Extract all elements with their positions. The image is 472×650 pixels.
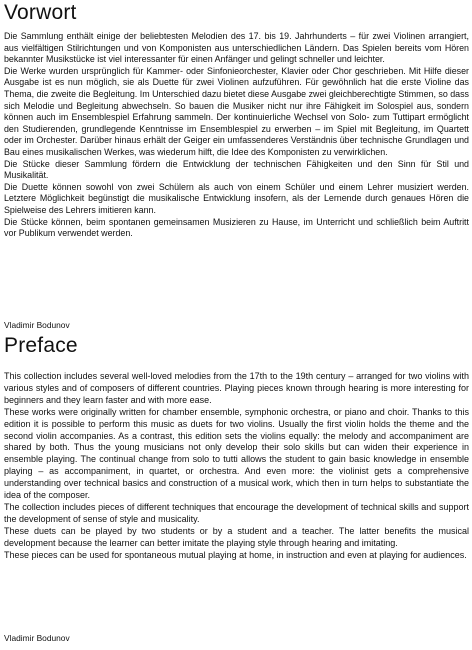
german-body <box>4 31 469 240</box>
english-paragraph: The collection includes pieces of different techniques that encourage the development of technical skills and support the development of sense of style and musicality. <box>4 501 469 524</box>
english-paragraph: These pieces can be used for spontaneous mutual playing at home, in instruction and even at playing for audiences. <box>4 549 467 560</box>
english-paragraph: These works were originally written for chamber ensemble, symphonic orchestra, or piano and choir. Thanks to this edition it is possible to perform this music as duets for two violins. Usually the first violin holds the theme and the second violin accompanies. As a contrast, this edition sets the violins equally: the melody and accompaniment are shared by both. Thus the young musicians not only develop their solo skills but can widen their experience in ensemble playing. The continual change from solo to tutti allows the student to gain basic knowledge in ensemble playing – as accompaniment, in quartet, or orchestra. And even more: the violinist gets a comprehensive understanding over technical basics and construction of a musical work, which then in turn helps to substantiate the idea of the composer. <box>4 406 469 501</box>
english-paragraph: This collection includes several well-loved melodies from the 17th to the 19th century – arranged for two violins with various styles and of composers of different countries. Playing pieces known through hearing is more interesting for beginners and they learn faster and with more ease. <box>4 371 469 405</box>
sample-watermark <box>169 313 251 369</box>
english-body <box>4 371 469 562</box>
english-signature: Vladimir Bodunov <box>4 633 70 643</box>
german-signature: Vladimir Bodunov <box>4 320 70 330</box>
german-paragraph: Die Duette können sowohl von zwei Schülern als auch von einem Schüler und einem Lehrer musiziert werden. Letztere Möglichkeit begünstigt die musikalische Entwicklung insofern, als der Lernende durch genaues Hören die Spielweise des Lehrers imitieren kann. <box>4 181 469 215</box>
german-paragraph: Die Werke wurden ursprünglich für Kammer- oder Sinfonieorchester, Klavier oder Chor geschrieben. Mit Hilfe dieser Ausgabe ist es nun möglich, sie als Duette für zwei Violinen aufzuführen. Für gewöhnlich hat die erste Violine das Thema, die zweite die Begleitung. Im Unterschied dazu bietet diese Ausgabe zwei gleichberechtigte Stimmen, so dass sich Melodie und Begleitung abwechseln. So bauen die Musiker nicht nur ihre Fähigkeit im Solospiel aus, sondern können auch im Ensemblespiel Erfahrung sammeln. Der kontinuierliche Wechsel von Solo- zum Tuttipart ermöglicht den Studierenden, grundlegende Kenntnisse im Ensemblespiel zu erwerben – im Spiel mit Begleitung, im Quartett oder im Orchester. Darüber hinaus erhält der Geiger ein umfassenderes Verständnis über technische Grundlagen und Bau eines musikalischen Werkes, was wiederum hilft, die Idee des Komponisten zu verwirklichen. <box>4 65 469 157</box>
german-paragraph: Die Stücke dieser Sammlung fördern die Entwicklung der technischen Fähigkeiten und den Sinn für Stil und Musikalität. <box>4 158 469 181</box>
german-paragraph: Die Stücke können, beim spontanen gemeinsamen Musizieren zu Hause, im Unterricht und schließlich beim Auftritt vor Publikum verwendet werden. <box>4 216 469 239</box>
english-title: Preface <box>4 334 78 357</box>
german-paragraph: Die Sammlung enthält einige der beliebtesten Melodien des 17. bis 19. Jahrhunderts – für zwei Violinen arrangiert, aus vielfältigen Stilrichtungen und von Komponisten aus unterschiedlichen Ländern. Das Spielen bereits vom Hören bekannter Musikstücke ist viel interessanter für einen Anfänger und gelingt schneller und leichter. <box>4 31 469 65</box>
english-paragraph: These duets can be played by two students or by a student and a teacher. The latter benefits the musical development because the learner can better imitate the playing style through hearing and imitating. <box>4 525 469 548</box>
german-title: Vorwort <box>4 1 77 24</box>
